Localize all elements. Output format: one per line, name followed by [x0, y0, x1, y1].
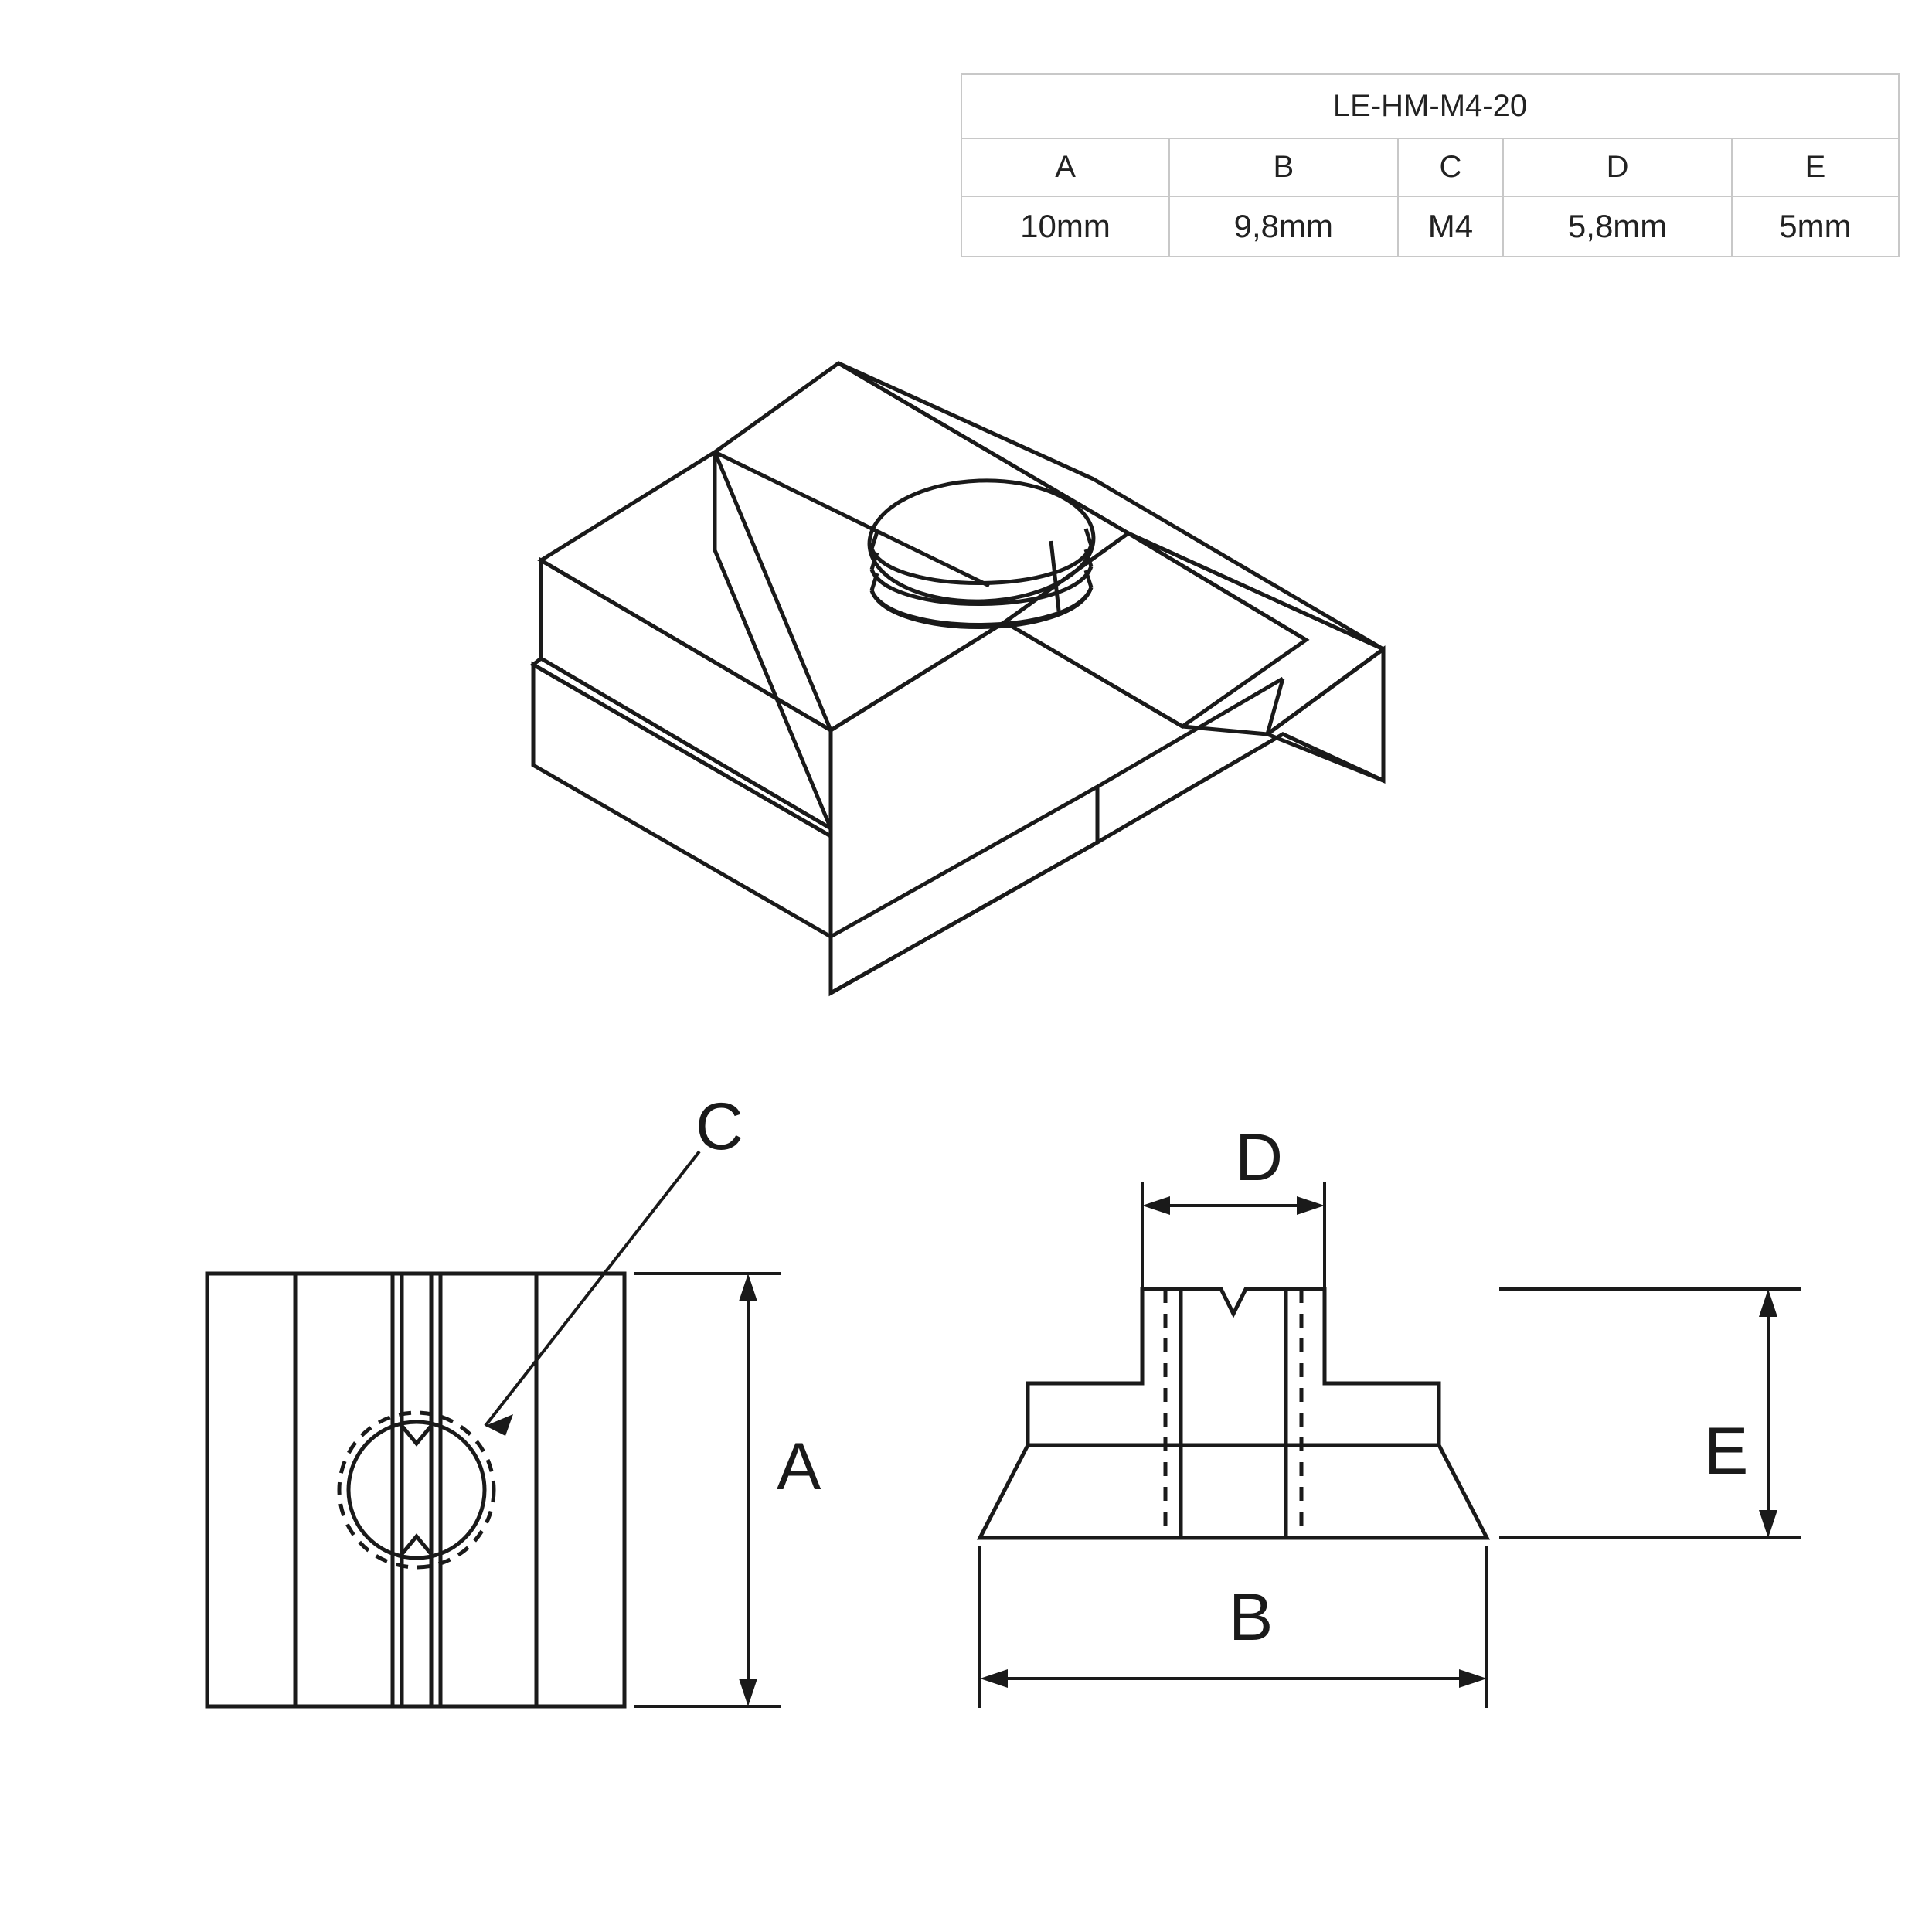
- header-c: C: [1398, 138, 1504, 196]
- top-view: [207, 1274, 624, 1706]
- value-d: 5,8mm: [1503, 196, 1731, 257]
- header-e: E: [1732, 138, 1899, 196]
- part-number: LE-HM-M4-20: [961, 74, 1899, 138]
- leader-c: [485, 1151, 699, 1436]
- dimension-label-c: C: [696, 1090, 744, 1164]
- header-a: A: [961, 138, 1169, 196]
- isometric-view: [533, 363, 1383, 993]
- dimension-label-d: D: [1235, 1121, 1284, 1195]
- value-c: M4: [1398, 196, 1504, 257]
- dimension-e: [1499, 1289, 1801, 1538]
- dimension-d: [1142, 1182, 1325, 1289]
- dimension-a: [634, 1274, 781, 1706]
- dimension-label-a: A: [777, 1430, 821, 1504]
- value-e: 5mm: [1732, 196, 1899, 257]
- header-b: B: [1169, 138, 1397, 196]
- value-b: 9,8mm: [1169, 196, 1397, 257]
- front-section-view: [980, 1289, 1487, 1538]
- dimension-label-b: B: [1229, 1580, 1274, 1655]
- header-d: D: [1503, 138, 1731, 196]
- dimension-label-e: E: [1704, 1414, 1749, 1488]
- value-a: 10mm: [961, 196, 1169, 257]
